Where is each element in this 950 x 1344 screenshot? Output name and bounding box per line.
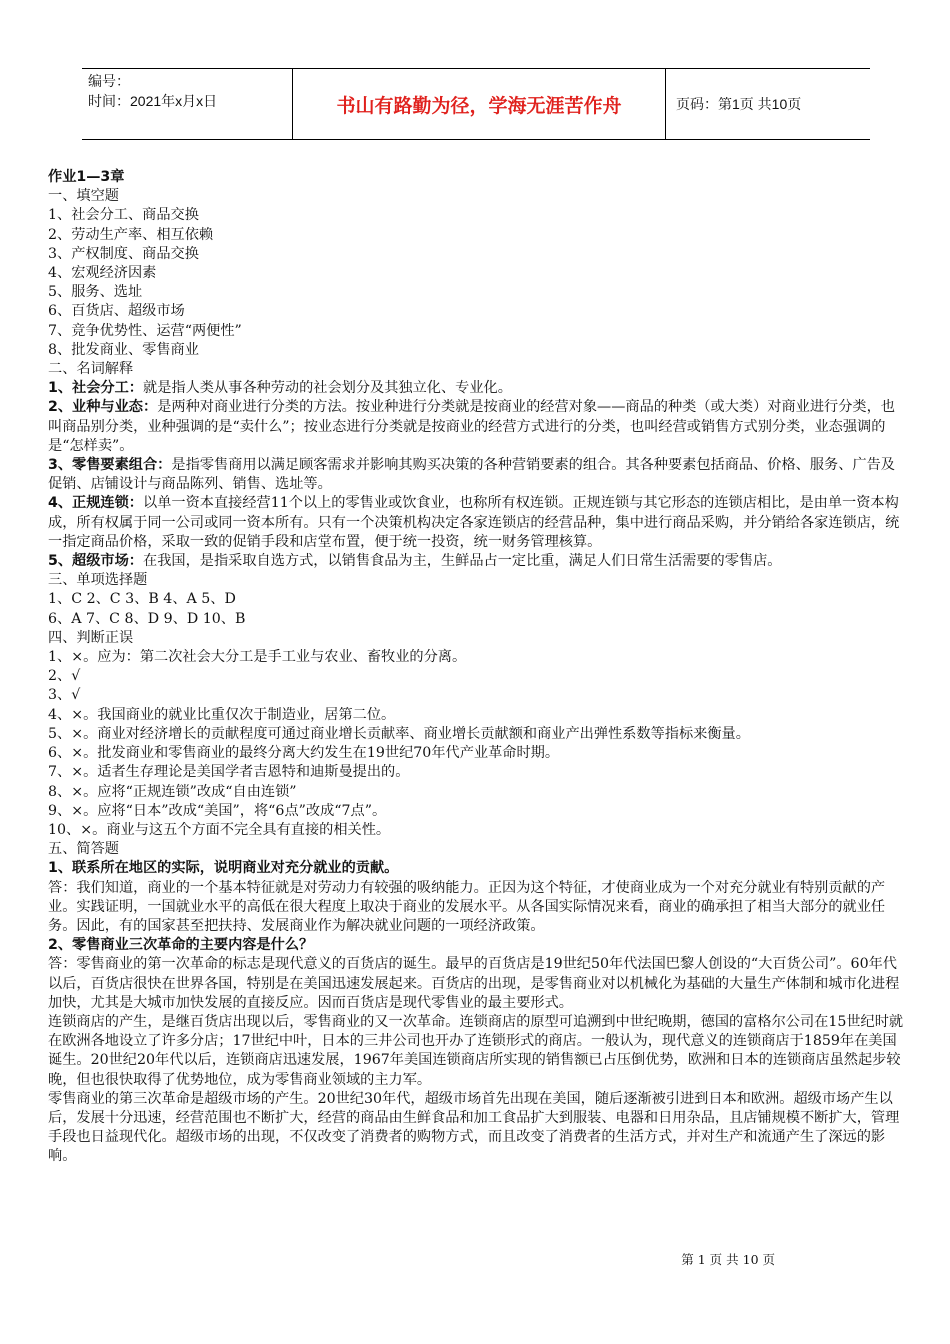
question: 1、联系所在地区的实际，说明商业对充分就业的贡献。 [48, 860, 399, 877]
answer-paragraph: 连锁商店的产生，是继百货店出现以后，零售商业的又一次革命。连锁商店的原型可追溯到中世纪晚期，德国的富格尔公司在15世纪时就在欧洲各地设立了许多分店；17世纪中叶，日本的三井公司也开办了连锁形式的商店。一般认为，现代意义的连锁商店于1859年在美国诞生。20世纪20年代以后，连锁商店迅速发展，1967年美国连锁商店所实现的销售额已占压倒优势，欧洲和日本的连锁商店虽然起步较晚，但也很快取得了优势地位，成为零售商业领域的主力军。 [48, 1013, 904, 1088]
answer-paragraph: 零售商业的第三次革命是超级市场的产生。20世纪30年代，超级市场首先出现在美国，随后逐渐被引进到日本和欧洲。超级市场产生以后，发展十分迅速，经营范围也不断扩大，经营的商品由生鲜食品和加工食品扩大到服装、电器和日用杂品，且店铺规模不断扩大，管理手段也日益现代化。超级市场的出现，不仅改变了消费者的购物方式，而且改变了消费者的生活方式，并对生产和流通产生了深远的影响。 [48, 1090, 900, 1165]
definition [48, 494, 906, 552]
choice-answers: 1、C 2、C 3、B 4、A 5、D [48, 591, 236, 608]
judgment-answer: 10、×。商业与这五个方面不完全具有直接的相关性。 [48, 821, 391, 838]
header-motto: 书山有路勤为径，学海无涯苦作舟 [293, 69, 666, 139]
definition [48, 398, 906, 456]
definition-term: 3、零售要素组合： [48, 457, 172, 474]
fill-answer: 7、竞争优势性、运营“两便性” [48, 322, 242, 339]
judgment-answer: 7、×。适者生存理论是美国学者吉恩特和迪斯曼提出的。 [48, 764, 410, 781]
judgment-answer: 1、×。应为：第二次社会大分工是手工业与农业、畜牧业的分离。 [48, 649, 467, 666]
fill-answer: 5、服务、选址 [48, 284, 143, 301]
definition [48, 456, 906, 494]
section-heading: 一、填空题 [48, 188, 119, 205]
answer-paragraph: 答：我们知道，商业的一个基本特征就是对劳动力有较强的吸纳能力。正因为这个特征，才使商业成为一个对充分就业有特别贡献的产业。实践证明，一国就业水平的高低在很大程度上取决于商业的发展水平。从各国实际情况来看，商业的确承担了相当大部分的就业任务。因此，有的国家甚至把扶持、发展商业作为解决就业问题的一项经济政策。 [48, 879, 886, 934]
judgment-answer: 3、√ [48, 687, 81, 704]
fill-answer: 4、宏观经济因素 [48, 265, 157, 282]
fill-answer: 1、社会分工、商品交换 [48, 207, 199, 224]
definition-text: 以单一资本直接经营11个以上的零售业或饮食业，也称所有权连锁。正规连锁与其它形态的连锁店相比，是由单一资本构成，所有权属于同一公司或同一资本所有。只有一个决策机构决定各家连锁店的经营品种，集中进行商品采购，并分销给各家连锁店，统一指定商品价格，采取一致的促销手段和店堂布置，便于统一投资，统一财务管理核算。 [48, 495, 900, 550]
number-label: 编号： [88, 73, 130, 89]
judgment-answer: 6、×。批发商业和零售商业的最终分离大约发生在19世纪70年代产业革命时期。 [48, 745, 560, 762]
definition-term: 4、正规连锁： [48, 495, 143, 512]
choice-answers: 6、A 7、C 8、D 9、D 10、B [48, 610, 246, 627]
definition-term: 2、业种与业态： [48, 399, 158, 416]
header-meta [82, 69, 293, 139]
fill-answer: 8、批发商业、零售商业 [48, 341, 199, 358]
page-header [82, 68, 870, 140]
definition-text: 是两种对商业进行分类的方法。按业种进行分类就是按商业的经营对象——商品的种类（或大类）对商业进行分类，也叫商品别分类，业种强调的是“卖什么”；按业态进行分类就是按商业的经营方式进行的分类，也叫经营或销售方式别分类，业态强调的是“怎样卖”。 [48, 399, 895, 454]
fill-answer: 3、产权制度、商品交换 [48, 245, 199, 262]
fill-answer: 2、劳动生产率、相互依赖 [48, 226, 214, 243]
definition-text: 是指零售商用以满足顾客需求并影响其购买决策的各种营销要素的组合。其各种要素包括商品、价格、服务、广告及促销、店铺设计与商品陈列、销售、选址等。 [48, 457, 895, 493]
header-page-label: 页码：第1页 共10页 [676, 96, 802, 112]
document-body [48, 168, 906, 1167]
judgment-answer: 5、×。商业对经济增长的贡献程度可通过商业增长贡献率、商业增长贡献额和商业产出弹性系数等指标来衡量。 [48, 725, 750, 742]
date-label: 时间：2021年x月x日 [88, 93, 218, 109]
section-heading: 五、简答题 [48, 841, 119, 858]
fill-answer: 6、百货店、超级市场 [48, 303, 185, 320]
judgment-answer: 8、×。应将“正规连锁”改成“自由连锁” [48, 783, 297, 800]
answer-paragraph: 答：零售商业的第一次革命的标志是现代意义的百货店的诞生。最早的百货店是19世纪50年代法国巴黎人创设的“大百货公司”。60年代以后，百货店很快在世界各国，特别是在美国迅速发展起来。百货店的出现，是零售商业对以机械化为基础的大量生产体制和城市化进程加快，尤其是大城市加快发展的直接反应。因而百货店是现代零售业的最主要形式。 [48, 956, 900, 1011]
doc-title: 作业1—3章 [48, 169, 125, 185]
section-heading: 二、名词解释 [48, 361, 134, 378]
definition-term: 1、社会分工： [48, 380, 143, 397]
judgment-answer: 4、×。我国商业的就业比重仅次于制造业，居第二位。 [48, 706, 396, 723]
section-heading: 三、单项选择题 [48, 572, 148, 589]
definition [48, 379, 906, 398]
question: 2、零售商业三次革命的主要内容是什么？ [48, 937, 314, 954]
judgment-answer: 2、√ [48, 668, 81, 685]
definition-text: 在我国，是指采取自选方式，以销售食品为主，生鲜品占一定比重，满足人们日常生活需要的零售店。 [143, 553, 782, 570]
definition-term: 5、超级市场： [48, 553, 143, 570]
section-heading: 四、判断正误 [48, 629, 134, 646]
definition-text: 就是指人类从事各种劳动的社会划分及其独立化、专业化。 [143, 380, 512, 397]
judgment-answer: 9、×。应将“日本”改成“美国”，将“6点”改成“7点”。 [48, 802, 387, 819]
page-footer: 第 1 页 共 10 页 [681, 1252, 775, 1267]
definition [48, 552, 906, 571]
